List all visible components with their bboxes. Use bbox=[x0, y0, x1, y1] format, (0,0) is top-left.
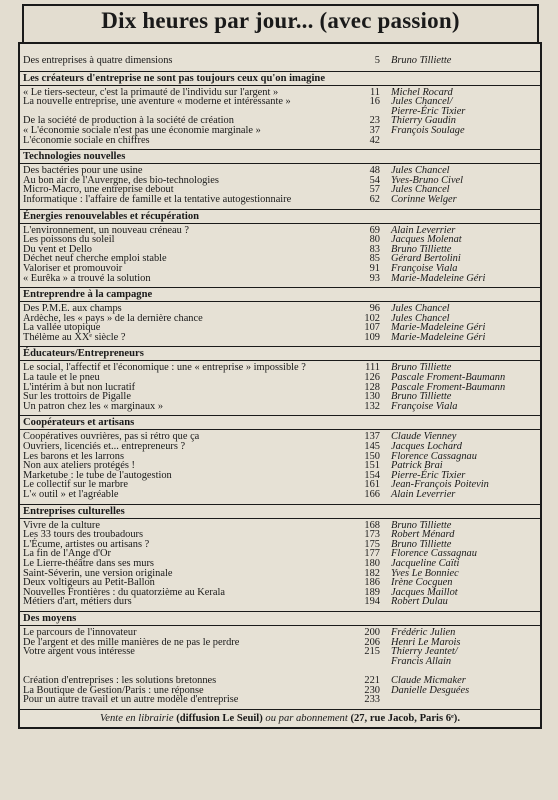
entry-page: 126 bbox=[364, 372, 380, 384]
entry-page: 91 bbox=[369, 262, 380, 274]
entry-title: Du vent et Dello bbox=[23, 243, 92, 255]
entry-author: Jacques Molenat bbox=[391, 234, 462, 246]
entry-page: 85 bbox=[369, 253, 380, 265]
toc-section bbox=[20, 209, 540, 288]
entry-page: 132 bbox=[364, 400, 380, 412]
entry-author: Yves-Bruno Civel bbox=[391, 174, 464, 186]
entry-author: Robert Dulau bbox=[391, 596, 448, 608]
entry-author: Frédéric Julien bbox=[391, 626, 456, 638]
toc-entry bbox=[20, 657, 540, 667]
toc-entry bbox=[20, 274, 540, 284]
entry-page: 5 bbox=[374, 55, 380, 66]
entry-title: Des P.M.E. aux champs bbox=[23, 303, 122, 315]
section-heading: Entreprendre à la campagne bbox=[20, 288, 540, 302]
entry-page: 111 bbox=[365, 362, 380, 374]
entry-page: 175 bbox=[364, 538, 380, 550]
entry-page: 16 bbox=[369, 96, 380, 108]
entry-author: Alain Leverrier bbox=[391, 224, 456, 236]
entry-author: Henri Le Marois bbox=[391, 636, 461, 648]
entry-author: Jacques Maillot bbox=[391, 586, 458, 598]
entry-author: Florence Cassagnau bbox=[391, 548, 477, 560]
section-heading: Des moyens bbox=[20, 612, 540, 626]
sections-container bbox=[20, 71, 540, 709]
entry-author: Thierry Jeantet/ bbox=[391, 646, 458, 658]
entry-author: Bruno Tilliette bbox=[391, 391, 452, 403]
entry-title: Métiers d'art, métiers durs bbox=[23, 596, 132, 608]
entry-title: Pour un autre travail et un autre modèle d'entreprise bbox=[23, 694, 239, 706]
toc-entry bbox=[20, 333, 540, 343]
toc-entry bbox=[20, 136, 540, 146]
entry-title: Deux voltigeurs au Petit-Ballon bbox=[23, 577, 155, 589]
entry-title: Un patron chez les « marginaux » bbox=[23, 400, 164, 412]
entry-title: Le Lierre-théâtre dans ses murs bbox=[23, 557, 154, 569]
entry-title: Ouvriers, licenciés et... entrepreneurs ? bbox=[23, 441, 186, 453]
entry-author: Francis Allain bbox=[391, 655, 452, 667]
entry-author: Bruno Tilliette bbox=[391, 55, 452, 66]
entry-title: La taule et le pneu bbox=[23, 372, 100, 384]
entry-author: Robert Ménard bbox=[391, 529, 455, 541]
entry-page: 194 bbox=[364, 596, 380, 608]
toc-section bbox=[20, 71, 540, 150]
entry-page: 206 bbox=[364, 636, 380, 648]
entry-title: Vivre de la culture bbox=[23, 519, 100, 531]
entry-title: De la société de production à la société de création bbox=[23, 115, 234, 127]
entry-author: Irène Cocguen bbox=[391, 577, 453, 589]
footer-address: (27, rue Jacob, Paris 6ᵉ). bbox=[350, 712, 460, 724]
entry-author: Jules Chancel bbox=[391, 184, 450, 196]
entry-title: Le collectif sur le marbre bbox=[23, 479, 129, 491]
entry-title: Le social, l'affectif et l'économique : une « entreprise » impossible ? bbox=[23, 362, 306, 374]
entry-page: 54 bbox=[369, 174, 380, 186]
toc-section bbox=[20, 504, 540, 611]
footer-distributor: (diffusion Le Seuil) bbox=[176, 712, 263, 724]
entry-author: Michel Rocard bbox=[391, 86, 453, 98]
entry-author: Jean-François Poitevin bbox=[391, 479, 489, 491]
entry-title: Ardèche, les « pays » de la dernière chance bbox=[23, 312, 203, 324]
page-title: Dix heures par jour... (avec passion) bbox=[101, 8, 460, 33]
entry-page: 37 bbox=[369, 124, 380, 136]
toc-entry bbox=[20, 597, 540, 607]
entry-author: Marie-Madeleine Géri bbox=[391, 272, 486, 284]
entry-page: 233 bbox=[364, 694, 380, 706]
entry-title: Non aux ateliers protégés ! bbox=[23, 460, 135, 472]
toc-entry bbox=[20, 490, 540, 500]
footer-note bbox=[20, 709, 540, 727]
entry-title: Thélème au XXᵉ siècle ? bbox=[23, 331, 126, 343]
section-heading: Éducateurs/Entrepreneurs bbox=[20, 347, 540, 361]
entry-title: Création d'entreprises : les solutions bretonnes bbox=[23, 674, 217, 686]
title-frame bbox=[22, 4, 539, 42]
entry-title: La nouvelle entreprise, une aventure « moderne et intéressante » bbox=[23, 96, 291, 108]
entry-page: 215 bbox=[364, 646, 380, 658]
footer-pre: Vente en librairie bbox=[100, 712, 177, 724]
footer-mid: ou par abonnement bbox=[262, 712, 351, 724]
entry-page: 154 bbox=[364, 469, 380, 481]
entry-author: Florence Cassagnau bbox=[391, 450, 477, 462]
entry-title: Sur les trottoirs de Pigalle bbox=[23, 391, 131, 403]
entry-page: 96 bbox=[369, 303, 380, 315]
entry-page: 189 bbox=[364, 586, 380, 598]
entry-author: Corinne Welger bbox=[391, 193, 457, 205]
entry-title: De l'argent et des mille manières de ne pas le perdre bbox=[23, 636, 240, 648]
entry-author: Françoise Viala bbox=[391, 400, 458, 412]
entry-title: Valoriser et promouvoir bbox=[23, 262, 123, 274]
entry-page: 80 bbox=[369, 234, 380, 246]
entry-page: 130 bbox=[364, 391, 380, 403]
section-heading: Entreprises culturelles bbox=[20, 505, 540, 519]
entry-author: Jules Chancel bbox=[391, 303, 450, 315]
entry-title: L'environnement, un nouveau créneau ? bbox=[23, 224, 190, 236]
entry-title: « Le tiers-secteur, c'est la primauté de l'individu sur l'argent » bbox=[23, 86, 279, 98]
entry-page: 180 bbox=[364, 557, 380, 569]
entry-author: Françoise Viala bbox=[391, 262, 458, 274]
entry-page: 137 bbox=[364, 431, 380, 443]
entry-author: Gérard Bertolini bbox=[391, 253, 461, 265]
entry-author: Claude Micmaker bbox=[391, 674, 466, 686]
entry-author: Pascale Froment-Baumann bbox=[391, 372, 506, 384]
section-heading: Énergies renouvelables et récupération bbox=[20, 210, 540, 224]
entry-author: Bruno Tilliette bbox=[391, 538, 452, 550]
entry-page: 69 bbox=[369, 224, 380, 236]
entry-author: Jules Chancel bbox=[391, 165, 450, 177]
entry-page: 107 bbox=[364, 322, 380, 334]
entry-author: Jules Chancel/ bbox=[391, 96, 453, 108]
entry-title: Informatique : l'affaire de famille et la tentative autogestionnaire bbox=[23, 193, 292, 205]
entry-author: Alain Leverrier bbox=[391, 489, 456, 500]
entry-author: Jules Chancel bbox=[391, 312, 450, 324]
entry-title: Au bon air de l'Auvergne, des bio-technologies bbox=[23, 174, 219, 186]
entry-title: Les barons et les larrons bbox=[23, 450, 124, 462]
entry-title: La Boutique de Gestion/Paris : une réponse bbox=[23, 684, 204, 696]
intro-block bbox=[20, 44, 540, 71]
entry-author: Patrick Brai bbox=[391, 460, 443, 472]
toc-section bbox=[20, 611, 540, 709]
toc-section bbox=[20, 149, 540, 208]
entry-page: 161 bbox=[364, 479, 380, 491]
entry-title: Coopératives ouvrières, pas si rétro que ça bbox=[23, 431, 200, 443]
entry-title: Des entreprises à quatre dimensions bbox=[23, 55, 173, 66]
entry-author: Claude Vienney bbox=[391, 431, 457, 443]
entry-author: Marie-Madeleine Géri bbox=[391, 322, 486, 334]
entry-page: 166 bbox=[364, 489, 380, 500]
entry-title: « Eurêka » a trouvé la solution bbox=[23, 272, 151, 284]
entry-title: Des bactéries pour une usine bbox=[23, 165, 143, 177]
entry-page: 145 bbox=[364, 441, 380, 453]
toc-entry bbox=[20, 56, 540, 66]
entry-title: Les poissons du soleil bbox=[23, 234, 115, 246]
entry-author: Pierre-Éric Tixier bbox=[391, 105, 466, 117]
entry-author: Pierre-Éric Tixier bbox=[391, 469, 466, 481]
entry-page: 57 bbox=[369, 184, 380, 196]
entry-title: L'« outil » et l'agréable bbox=[23, 489, 119, 500]
entry-author: Bruno Tilliette bbox=[391, 362, 452, 374]
toc-entry bbox=[20, 195, 540, 205]
entry-page: 11 bbox=[369, 86, 380, 98]
entry-page: 102 bbox=[364, 312, 380, 324]
toc-entry bbox=[20, 235, 540, 245]
entry-author: Danielle Desguées bbox=[391, 684, 470, 696]
entry-page: 42 bbox=[369, 134, 380, 146]
entry-author: François Soulage bbox=[391, 124, 465, 136]
entry-page: 23 bbox=[369, 115, 380, 127]
entry-page: 182 bbox=[364, 567, 380, 579]
entry-title: Saint-Séverin, une version originale bbox=[23, 567, 173, 579]
entry-title: Les 33 tours des troubadours bbox=[23, 529, 144, 541]
toc-section bbox=[20, 287, 540, 346]
entry-title: L'Écume, artistes ou artisans ? bbox=[23, 538, 150, 550]
entry-author: Jacqueline Caïti bbox=[391, 557, 460, 569]
entry-title: Déchet neuf cherche emploi stable bbox=[23, 253, 167, 265]
entry-title: Le parcours de l'innovateur bbox=[23, 626, 137, 638]
entry-title: Micro-Macro, une entreprise debout bbox=[23, 184, 174, 196]
section-heading: Technologies nouvelles bbox=[20, 150, 540, 164]
entry-author: Jacques Lochard bbox=[391, 441, 462, 453]
entry-page: 177 bbox=[364, 548, 380, 560]
entry-page: 48 bbox=[369, 165, 380, 177]
entry-title: Marketube : le tube de l'autogestion bbox=[23, 469, 172, 481]
entry-page: 200 bbox=[364, 626, 380, 638]
entry-author: Bruno Tilliette bbox=[391, 519, 452, 531]
entry-page: 230 bbox=[364, 684, 380, 696]
entry-author: Pascale Froment-Baumann bbox=[391, 381, 506, 393]
entry-title: L'intérim à but non lucratif bbox=[23, 381, 136, 393]
entry-page: 168 bbox=[364, 519, 380, 531]
entry-title: La vallée utopique bbox=[23, 322, 101, 334]
entry-page: 128 bbox=[364, 381, 380, 393]
toc-entry bbox=[20, 695, 540, 705]
entry-title: L'économie sociale en chiffres bbox=[23, 134, 150, 146]
entry-page: 186 bbox=[364, 577, 380, 589]
entry-author: Bruno Tilliette bbox=[391, 243, 452, 255]
entry-title: « L'économie sociale n'est pas une économie marginale » bbox=[23, 124, 261, 136]
section-heading: Coopérateurs et artisans bbox=[20, 416, 540, 430]
entry-author: Marie-Madeleine Géri bbox=[391, 331, 486, 343]
toc-section bbox=[20, 415, 540, 503]
entry-page: 62 bbox=[369, 193, 380, 205]
entry-page: 151 bbox=[364, 460, 380, 472]
entry-page: 173 bbox=[364, 529, 380, 541]
section-heading: Les créateurs d'entreprise ne sont pas toujours ceux qu'on imagine bbox=[20, 72, 540, 86]
toc-section bbox=[20, 346, 540, 415]
entry-page: 221 bbox=[364, 674, 380, 686]
entry-title: Votre argent vous intéresse bbox=[23, 646, 135, 658]
entry-author: Yves Le Bonniec bbox=[391, 567, 459, 579]
toc-entry bbox=[20, 647, 540, 657]
entry-page: 109 bbox=[364, 331, 380, 343]
entry-title: La fin de l'Ange d'Or bbox=[23, 548, 111, 560]
entry-page: 150 bbox=[364, 450, 380, 462]
toc-entry bbox=[20, 402, 540, 412]
entry-title: Nouvelles Frontières : du quatorzième au Kerala bbox=[23, 586, 225, 598]
entry-page: 93 bbox=[369, 272, 380, 284]
entry-author: Thierry Gaudin bbox=[391, 115, 456, 127]
entry-page: 83 bbox=[369, 243, 380, 255]
table-of-contents bbox=[18, 42, 542, 729]
